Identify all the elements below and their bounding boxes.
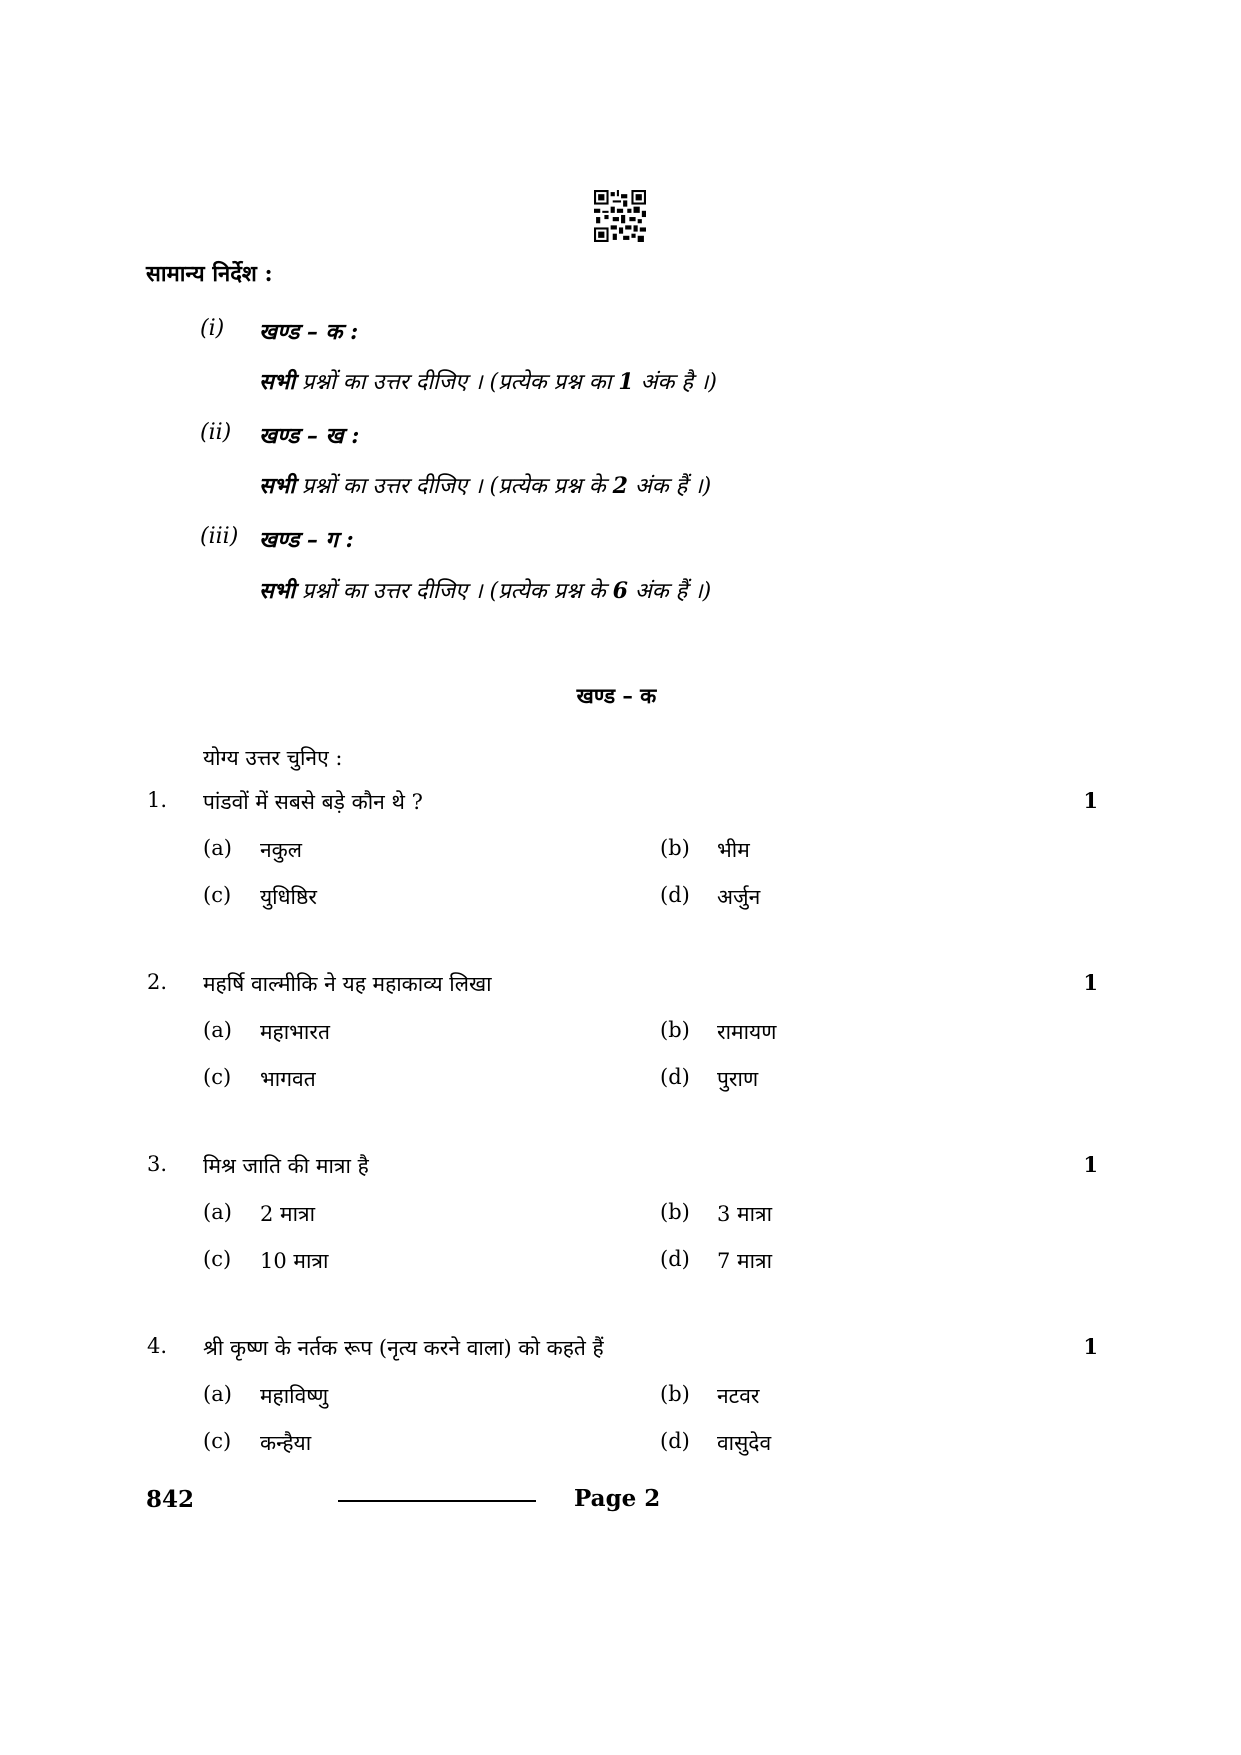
instruction-number: (iii) [200, 524, 239, 549]
question-text: मिश्र जाति की मात्रा है [203, 1154, 369, 1178]
footer-divider [338, 1500, 536, 1502]
option-label: (c) [203, 1247, 232, 1271]
question-text: पांडवों में सबसे बड़े कौन थे ? [203, 790, 423, 814]
option-text: महाभारत [260, 1020, 330, 1044]
paper-code: 842 [146, 1486, 195, 1513]
option-text: कन्हैया [260, 1431, 312, 1455]
option-text: नकुल [260, 838, 303, 862]
question-text: श्री कृष्ण के नर्तक रूप (नृत्य करने वाला) को कहते हैं [203, 1336, 604, 1360]
instruction-text: सभी प्रश्नों का उत्तर दीजिए । (प्रत्येक प्रश्न के 6 अंक हैं ।) [259, 578, 712, 604]
option-text: अर्जुन [717, 885, 761, 909]
option-label: (a) [203, 836, 232, 860]
question-number: 1. [147, 788, 168, 812]
question-marks: 1 [1083, 970, 1098, 995]
option-text: 7 मात्रा [717, 1249, 773, 1273]
option-label: (d) [660, 883, 690, 907]
option-label: (b) [660, 1382, 690, 1406]
page-number: Page 2 [574, 1485, 661, 1512]
question-text: महर्षि वाल्मीकि ने यह महाकाव्य लिखा [203, 972, 492, 996]
option-label: (a) [203, 1382, 232, 1406]
instruction-section-title: खण्ड – ग : [259, 527, 354, 553]
section-lead-text: योग्य उत्तर चुनिए : [203, 746, 343, 770]
option-label: (c) [203, 883, 232, 907]
option-text: युधिष्ठिर [260, 885, 317, 909]
option-label: (d) [660, 1065, 690, 1089]
option-label: (d) [660, 1247, 690, 1271]
option-text: पुराण [717, 1067, 759, 1091]
option-label: (d) [660, 1429, 690, 1453]
option-label: (c) [203, 1429, 232, 1453]
option-label: (b) [660, 1200, 690, 1224]
instruction-number: (i) [200, 316, 225, 341]
option-label: (a) [203, 1200, 232, 1224]
qr-code-icon [594, 190, 646, 242]
question-number: 3. [147, 1152, 168, 1176]
option-text: वासुदेव [717, 1431, 772, 1455]
question-marks: 1 [1083, 1152, 1098, 1177]
instruction-text: सभी प्रश्नों का उत्तर दीजिए । (प्रत्येक प्रश्न के 2 अंक हैं ।) [259, 473, 712, 499]
option-label: (a) [203, 1018, 232, 1042]
question-number: 2. [147, 970, 168, 994]
question-marks: 1 [1083, 1334, 1098, 1359]
option-text: भागवत [260, 1067, 316, 1091]
option-label: (b) [660, 1018, 690, 1042]
instruction-section-title: खण्ड – ख : [259, 423, 360, 449]
option-text: नटवर [717, 1384, 760, 1408]
general-instructions-heading: सामान्य निर्देश : [146, 261, 273, 287]
question-number: 4. [147, 1334, 168, 1358]
option-text: भीम [717, 838, 750, 862]
option-text: रामायण [717, 1020, 777, 1044]
option-label: (b) [660, 836, 690, 860]
instruction-section-title: खण्ड – क : [259, 319, 359, 345]
instruction-number: (ii) [200, 420, 232, 445]
option-text: महाविष्णु [260, 1384, 329, 1408]
section-title: खण्ड – क [576, 683, 657, 708]
instruction-text: सभी प्रश्नों का उत्तर दीजिए । (प्रत्येक प्रश्न का 1 अंक है ।) [259, 369, 717, 395]
option-text: 3 मात्रा [717, 1202, 773, 1226]
option-label: (c) [203, 1065, 232, 1089]
question-marks: 1 [1083, 788, 1098, 813]
option-text: 10 मात्रा [260, 1249, 329, 1273]
option-text: 2 मात्रा [260, 1202, 316, 1226]
